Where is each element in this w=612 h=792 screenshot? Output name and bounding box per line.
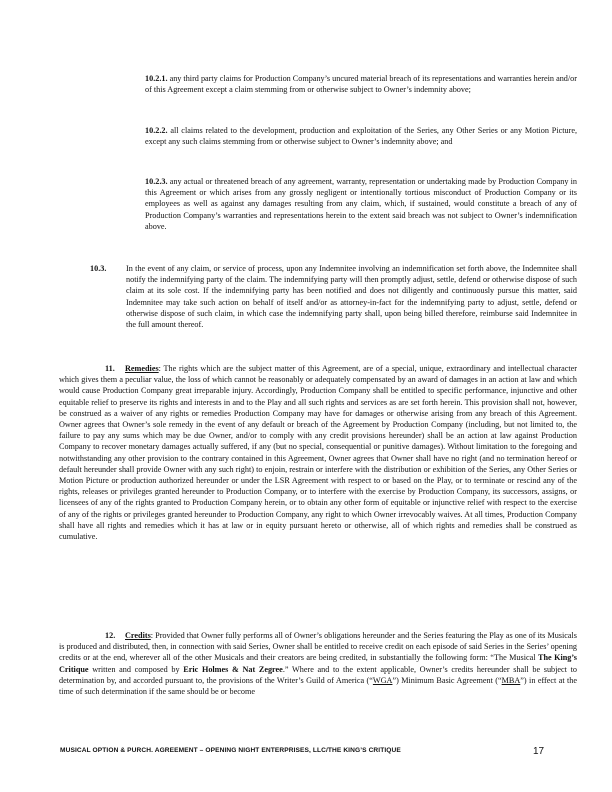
- section-11-remedies: [59, 363, 577, 542]
- section-10-2-1: [145, 73, 577, 95]
- section-12-credits: [59, 630, 577, 697]
- section-10-3-number: 10.3.: [90, 264, 107, 273]
- section-text: In the event of any claim, or service of process, upon any Indemnitee involving an indemnification set forth above, the Indemnitee shall notify the indemnifying party of the claim. The indemnifying party will then promptly adjust, settle, defend or otherwise dispose of such claim at its sole cost. If the indemnifying party has been notified and does not diligently and continuously pursue this matter, said Indemnitee may take such action on behalf of itself and/or as attorney-in-fact for the indemnifying party to adjust, settle, defend or otherwise dispose of such claim, in which case the indemnifying party shall, upon being billed therefore, reimburse said Indemnitee in the full amount thereof.: [126, 264, 577, 330]
- mba-abbrev: MBA: [501, 675, 521, 685]
- section-text: : Provided that Owner fully performs all of Owner’s obligations hereunder and the Series featuring the Play as one of its Musicals is produced and distributed, then, in connection with said Series, Owner shall be entitled to receive credit on each episode of said Series in the Series’ opening credits or at the end, wherever all of the other Musicals and their creators are being credited, in substantially the following form: “The Musical: [59, 631, 578, 663]
- page-number: 17: [533, 746, 545, 757]
- authors: Eric Holmes & Nat Zegree: [183, 664, 283, 674]
- section-10-2-3: [145, 176, 577, 232]
- musical-title: The King’s Critique: [59, 653, 577, 674]
- section-text: ”) Minimum Basic Agreement (“: [392, 675, 502, 685]
- section-number: 10.2.1.: [145, 74, 168, 83]
- section-text: : The rights which are the subject matter of this Agreement, are of a special, unique, extraordinary and intellectual character which gives them a peculiar value, the loss of which cannot be reasonably or adequately compensated by an award of damages in an action at law and which would cause Production Company great irreparable injury. Accordingly, Production Company shall be entitled to specific performance, injunctive and other equitable relief to preserve its rights and interests in and to the Play and all such rights and services as are set forth herein. This provision shall not, however, be construed as a waiver of any rights or remedies Production Company may have for damages or otherwise arising from any breach of this Agreement. Owner agrees that Owner’s sole remedy in the event of any default or breach of the Agreement by Production Company (including, but not limited to, the failure to pay any sums which may be due Owner, and/or to comply with any credit provisions hereunder) shall be an action at law against Production Company to recover monetary damages actually suffered, if any (but no special, consequential or punitive damages). Without limitation to the foregoing and notwithstanding any other provision to the contrary contained in this Agreement, Owner agrees that Owner shall have no right (and no termination hereof or default hereunder shall provide Owner with any such right) to enjoin, restrain or interfere with the distribution or exhibition of the Series, any Other Series or Motion Picture or production authorized hereunder or under the LSR Agreement with respect to or based on the Play, or to terminate or rescind any of the rights, releases or privileges granted hereunder to Production Company, or to interfere with the exercise by Production Company, its successors, assigns, or licensees of any of the rights granted to Production Company herein, or to obtain any other form of equitable or injunctive relief with respect to the exercise of any of the rights or privileges granted hereunder to Production Company, any right to which Owner irrevocably waives. At all times, Production Company shall have all rights and remedies which it has at law or in equity pursuant hereto or otherwise, all of which rights and remedies shall be construed as cumulative.: [59, 364, 577, 542]
- section-text: ”) in effect at the time of such determination if the same should be or become: [59, 675, 578, 697]
- section-10-2-2: [145, 125, 577, 147]
- section-text: all claims related to the development, production and exploitation of the Series, any Other Series or any Motion Picture, except any such claims stemming from or otherwise subject to Owner’s indemnity above; and: [145, 126, 578, 147]
- section-number: 10.2.3.: [145, 177, 168, 186]
- page-footer: MUSICAL OPTION & PURCH. AGREEMENT – OPENING NIGHT ENTERPRISES, LLC/THE KING’S CRITIQUE: [60, 747, 401, 754]
- section-text: any third party claims for Production Company’s uncured material breach of its representations and warranties herein and/or of this Agreement except a claim stemming from or otherwise subject to Owner’s indemnity above;: [145, 74, 577, 95]
- section-heading: Remedies: [125, 364, 159, 373]
- section-number: 12.: [105, 631, 116, 640]
- section-heading: Credits: [125, 631, 151, 640]
- section-text: any actual or threatened breach of any agreement, warranty, representation or undertaking made by Production Company in this Agreement or which arises from any grossly negligent or intentionally tortious misconduct of Production Company or its employees as well as against any damages resulting from any claim, which, if sustained, would constitute a breach of any of Production Company’s warranties and representations herein to the extent said breach was not subject to Owner’s indemnification above.: [145, 177, 577, 231]
- section-text: .” Where and to the extent applicable, Owner’s credits hereunder shall be subject to determination by, and accorded pursuant to, the provisions of the Writer’s Guild of America (“: [59, 664, 577, 685]
- section-text: written and composed by: [88, 664, 184, 674]
- section-10-3: [126, 263, 577, 330]
- wga-abbrev: WGA: [372, 675, 393, 685]
- section-number: 11.: [105, 364, 115, 373]
- section-number: 10.2.2.: [145, 126, 168, 135]
